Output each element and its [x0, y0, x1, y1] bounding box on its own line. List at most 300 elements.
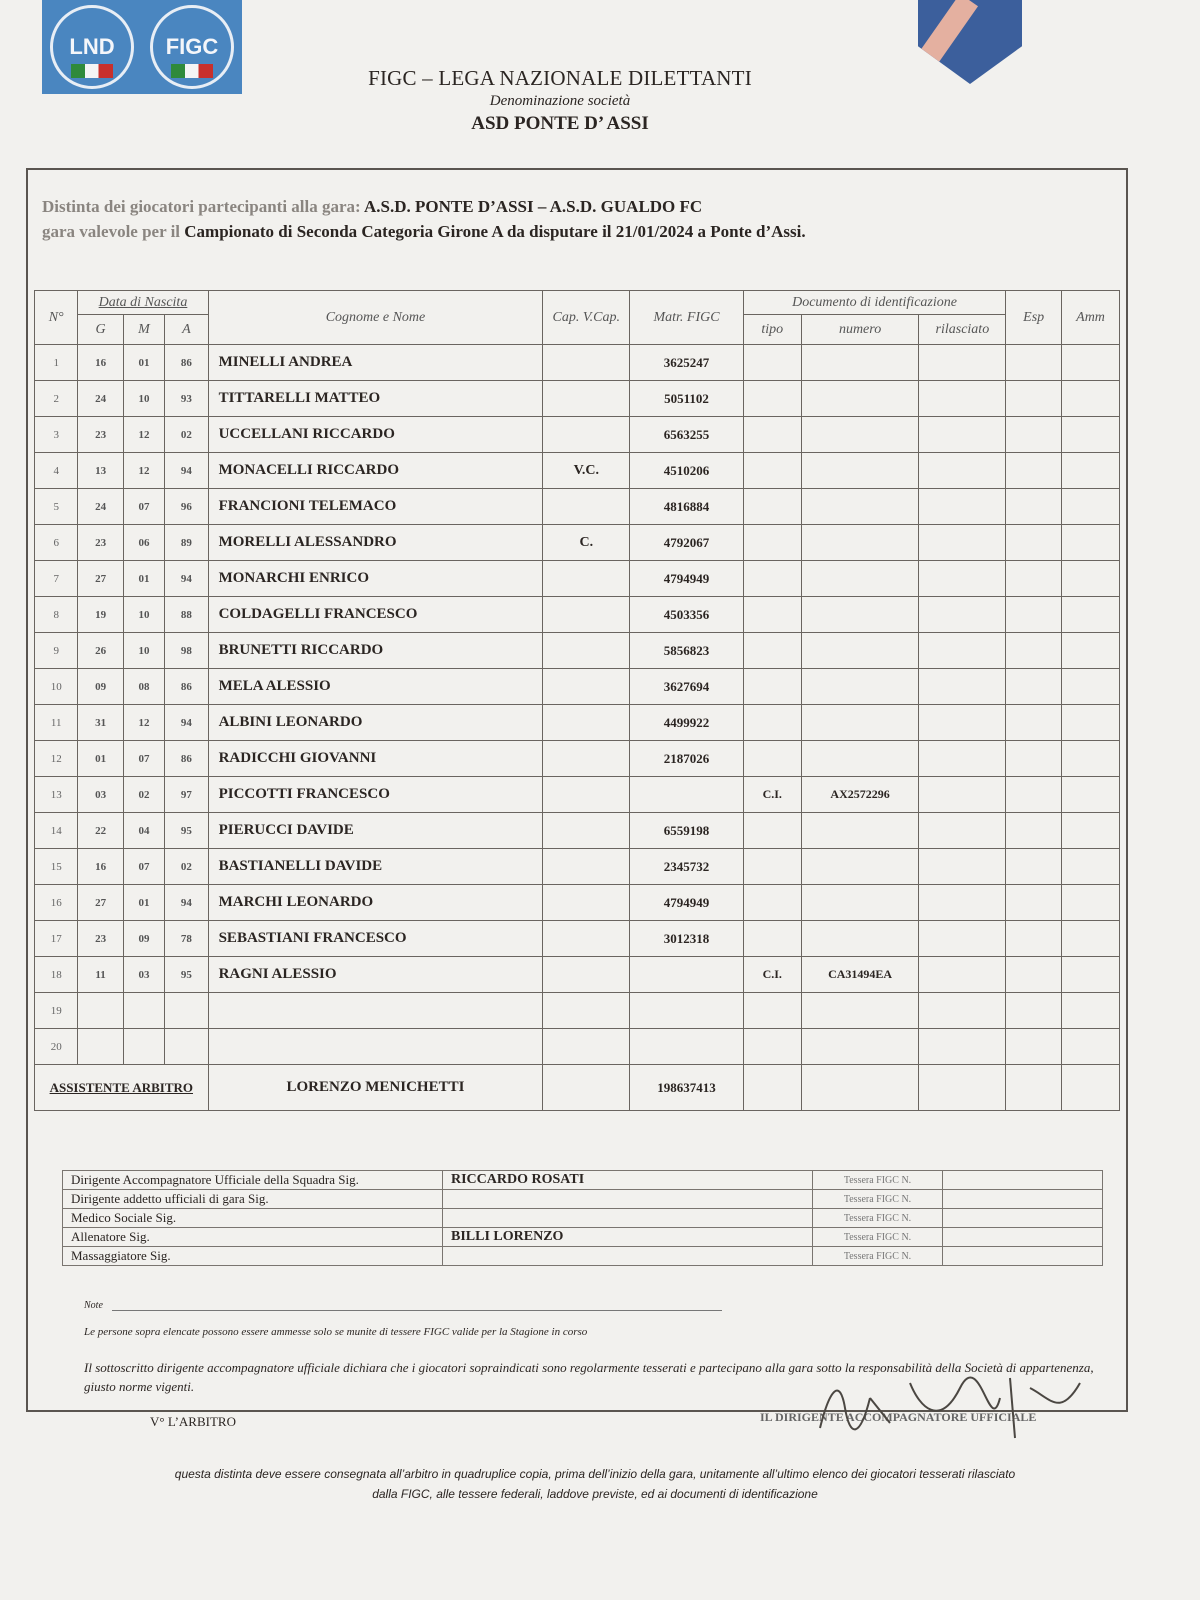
- amm-cell: [1062, 813, 1120, 849]
- amm-cell: [1062, 957, 1120, 993]
- esp-cell: [1006, 993, 1062, 1029]
- esp-cell: [1006, 849, 1062, 885]
- captain-mark: [543, 921, 630, 957]
- staff-role-label: Dirigente addetto ufficiali di gara Sig.: [63, 1190, 443, 1209]
- birth-month: 09: [123, 921, 164, 957]
- esp-cell: [1006, 597, 1062, 633]
- table-row: [35, 669, 1120, 705]
- staff-member-name: [443, 1190, 813, 1209]
- player-matricola: [630, 1029, 744, 1065]
- birth-year: 97: [165, 777, 208, 813]
- player-matricola: 4792067: [630, 525, 744, 561]
- player-name: MINELLI ANDREA: [208, 345, 543, 381]
- tessera-number: [943, 1171, 1103, 1190]
- player-matricola: 6563255: [630, 417, 744, 453]
- doc-number: [801, 741, 919, 777]
- doc-issued: [919, 849, 1006, 885]
- doc-number: [801, 633, 919, 669]
- tessera-label: Tessera FIGC N.: [813, 1171, 943, 1190]
- header-esp: Esp: [1006, 291, 1062, 345]
- table-row: [35, 741, 1120, 777]
- staff-row: [63, 1209, 1103, 1228]
- players-table: [34, 290, 1120, 1111]
- captain-mark: [543, 597, 630, 633]
- doc-number: [801, 345, 919, 381]
- birth-day: 09: [78, 669, 123, 705]
- tessera-label: Tessera FIGC N.: [813, 1247, 943, 1266]
- esp-cell: [1006, 525, 1062, 561]
- table-row: [35, 993, 1120, 1029]
- amm-cell: [1062, 669, 1120, 705]
- doc-type: [743, 921, 801, 957]
- lnd-logo-icon: [50, 5, 134, 89]
- doc-type: [743, 1029, 801, 1065]
- captain-mark: [543, 849, 630, 885]
- birth-year: 86: [165, 345, 208, 381]
- captain-mark: [543, 561, 630, 597]
- header-name: Cognome e Nome: [208, 291, 543, 345]
- birth-year: 95: [165, 957, 208, 993]
- doc-type: [743, 885, 801, 921]
- captain-mark: [543, 417, 630, 453]
- intro-prefix-2: gara valevole per il: [42, 222, 181, 241]
- birth-month: 01: [123, 885, 164, 921]
- doc-issued: [919, 525, 1006, 561]
- birth-month: 12: [123, 705, 164, 741]
- captain-mark: [543, 345, 630, 381]
- table-row: [35, 381, 1120, 417]
- header-month: M: [123, 315, 164, 345]
- player-name: BASTIANELLI DAVIDE: [208, 849, 543, 885]
- birth-month: 12: [123, 453, 164, 489]
- birth-year: 89: [165, 525, 208, 561]
- captain-mark: C.: [543, 525, 630, 561]
- player-name: PIERUCCI DAVIDE: [208, 813, 543, 849]
- player-name: UCCELLANI RICCARDO: [208, 417, 543, 453]
- doc-number: [801, 453, 919, 489]
- doc-type: C.I.: [743, 777, 801, 813]
- table-row: [35, 561, 1120, 597]
- esp-cell: [1006, 957, 1062, 993]
- doc-type: [743, 453, 801, 489]
- esp-cell: [1006, 417, 1062, 453]
- tessera-number: [943, 1228, 1103, 1247]
- doc-issued: [919, 669, 1006, 705]
- esp-cell: [1006, 633, 1062, 669]
- doc-type: [743, 489, 801, 525]
- doc-issued: [919, 705, 1006, 741]
- player-matricola: 4794949: [630, 561, 744, 597]
- row-number: 13: [35, 777, 78, 813]
- birth-month: 04: [123, 813, 164, 849]
- assistant-referee-name: LORENZO MENICHETTI: [208, 1065, 543, 1111]
- row-number: 18: [35, 957, 78, 993]
- tessera-number: [943, 1247, 1103, 1266]
- birth-year: 96: [165, 489, 208, 525]
- figc-logo-icon: [150, 5, 234, 89]
- tessera-number: [943, 1190, 1103, 1209]
- header-matricola: Matr. FIGC: [630, 291, 744, 345]
- doc-type: [743, 417, 801, 453]
- birth-day: 19: [78, 597, 123, 633]
- player-matricola: 4503356: [630, 597, 744, 633]
- birth-day: 16: [78, 345, 123, 381]
- player-name: MONACELLI RICCARDO: [208, 453, 543, 489]
- doc-issued: [919, 453, 1006, 489]
- row-number: 8: [35, 597, 78, 633]
- match-teams: A.S.D. PONTE D’ASSI – A.S.D. GUALDO FC: [364, 197, 703, 216]
- amm-cell: [1062, 849, 1120, 885]
- captain-mark: [543, 705, 630, 741]
- doc-number: [801, 597, 919, 633]
- tessera-number: [943, 1209, 1103, 1228]
- birth-year: 02: [165, 849, 208, 885]
- player-name: MONARCHI ENRICO: [208, 561, 543, 597]
- doc-type: [743, 597, 801, 633]
- amm-cell: [1062, 741, 1120, 777]
- player-matricola: 4499922: [630, 705, 744, 741]
- referee-signature-label: V° L’ARBITRO: [150, 1414, 236, 1429]
- doc-number: [801, 561, 919, 597]
- header-day: G: [78, 315, 123, 345]
- player-name: BRUNETTI RICCARDO: [208, 633, 543, 669]
- staff-member-name: [443, 1209, 813, 1228]
- birth-day: 03: [78, 777, 123, 813]
- birth-year: 93: [165, 381, 208, 417]
- doc-number: AX2572296: [801, 777, 919, 813]
- doc-issued: [919, 813, 1006, 849]
- row-number: 16: [35, 885, 78, 921]
- doc-issued: [919, 777, 1006, 813]
- player-matricola: 5051102: [630, 381, 744, 417]
- row-number: 12: [35, 741, 78, 777]
- doc-number: [801, 885, 919, 921]
- captain-mark: [543, 669, 630, 705]
- table-row: [35, 417, 1120, 453]
- captain-mark: [543, 813, 630, 849]
- declaration-text: Il sottoscritto dirigente accompagnatore ufficiale dichiara che i giocatori sopraindicati sono regolarmente tesserati e partecipano alla gara sotto la responsabilità della Società di appartenenza, giusto norme vigenti.: [84, 1360, 1094, 1394]
- intro-prefix-1: Distinta dei giocatori partecipanti alla gara:: [42, 197, 361, 216]
- amm-cell: [1062, 885, 1120, 921]
- birth-day: 11: [78, 957, 123, 993]
- row-number: 17: [35, 921, 78, 957]
- assistant-referee-label: ASSISTENTE ARBITRO: [49, 1079, 193, 1095]
- header-captain: Cap. V.Cap.: [543, 291, 630, 345]
- row-number: 1: [35, 345, 78, 381]
- birth-day: 23: [78, 417, 123, 453]
- captain-mark: [543, 741, 630, 777]
- amm-cell: [1062, 1029, 1120, 1065]
- birth-month: [123, 1029, 164, 1065]
- birth-day: 24: [78, 489, 123, 525]
- birth-day: 16: [78, 849, 123, 885]
- staff-row: [63, 1171, 1103, 1190]
- lnd-logo-text: LND: [69, 34, 115, 59]
- table-row: [35, 921, 1120, 957]
- row-number: 20: [35, 1029, 78, 1065]
- staff-role-label: Allenatore Sig.: [63, 1228, 443, 1247]
- doc-issued: [919, 417, 1006, 453]
- doc-issued: [919, 633, 1006, 669]
- header-doc-number: numero: [801, 315, 919, 345]
- staff-role-label: Dirigente Accompagnatore Ufficiale della Squadra Sig.: [63, 1171, 443, 1190]
- row-number: 2: [35, 381, 78, 417]
- club-crest-icon: [918, 0, 1022, 84]
- amm-cell: [1062, 561, 1120, 597]
- birth-month: 01: [123, 345, 164, 381]
- footer-instructions: [90, 1464, 1100, 1504]
- table-row: [35, 453, 1120, 489]
- player-matricola: [630, 957, 744, 993]
- staff-row: [63, 1190, 1103, 1209]
- row-number: 6: [35, 525, 78, 561]
- assistant-referee-matricola: 198637413: [630, 1065, 744, 1111]
- table-row: [35, 345, 1120, 381]
- doc-number: [801, 1029, 919, 1065]
- doc-issued: [919, 741, 1006, 777]
- doc-type: [743, 741, 801, 777]
- player-matricola: 4510206: [630, 453, 744, 489]
- player-matricola: [630, 993, 744, 1029]
- row-number: 3: [35, 417, 78, 453]
- row-number: 9: [35, 633, 78, 669]
- player-name: SEBASTIANI FRANCESCO: [208, 921, 543, 957]
- doc-type: [743, 381, 801, 417]
- doc-type: [743, 561, 801, 597]
- player-matricola: 2345732: [630, 849, 744, 885]
- table-row: [35, 849, 1120, 885]
- player-name: COLDAGELLI FRANCESCO: [208, 597, 543, 633]
- captain-mark: [543, 633, 630, 669]
- row-number: 4: [35, 453, 78, 489]
- captain-mark: [543, 957, 630, 993]
- match-description: [42, 194, 1102, 244]
- doc-number: [801, 381, 919, 417]
- row-number: 19: [35, 993, 78, 1029]
- player-name: [208, 993, 543, 1029]
- player-name: MARCHI LEONARDO: [208, 885, 543, 921]
- staff-member-name: BILLI LORENZO: [443, 1228, 813, 1247]
- amm-cell: [1062, 453, 1120, 489]
- footer-line-1: questa distinta deve essere consegnata all’arbitro in quadruplice copia, prima dell’inizio della gara, unitamente all’ultimo elenco dei giocatori tesserati rilasciato: [174, 1467, 1016, 1481]
- captain-mark: [543, 1029, 630, 1065]
- birth-year: 94: [165, 561, 208, 597]
- birth-day: [78, 993, 123, 1029]
- staff-row: [63, 1228, 1103, 1247]
- birth-month: 01: [123, 561, 164, 597]
- row-number: 5: [35, 489, 78, 525]
- header-document: Documento di identificazione: [743, 291, 1005, 315]
- birth-day: 13: [78, 453, 123, 489]
- table-row: [35, 777, 1120, 813]
- staff-table: [62, 1170, 1103, 1266]
- birth-day: 31: [78, 705, 123, 741]
- tessera-label: Tessera FIGC N.: [813, 1228, 943, 1247]
- validity-note: Le persone sopra elencate possono essere ammesse solo se munite di tessere FIGC valide per la Stagione in corso: [84, 1326, 588, 1338]
- doc-issued: [919, 597, 1006, 633]
- birth-month: 10: [123, 597, 164, 633]
- doc-issued: [919, 1029, 1006, 1065]
- esp-cell: [1006, 885, 1062, 921]
- amm-cell: [1062, 345, 1120, 381]
- player-matricola: 3627694: [630, 669, 744, 705]
- birth-year: 88: [165, 597, 208, 633]
- header-amm: Amm: [1062, 291, 1120, 345]
- player-name: TITTARELLI MATTEO: [208, 381, 543, 417]
- handwritten-signature: [800, 1368, 1100, 1448]
- esp-cell: [1006, 345, 1062, 381]
- doc-issued: [919, 561, 1006, 597]
- row-number: 14: [35, 813, 78, 849]
- row-number: 15: [35, 849, 78, 885]
- doc-type: [743, 525, 801, 561]
- notes-label: Note: [84, 1300, 103, 1311]
- table-row: [35, 597, 1120, 633]
- doc-number: [801, 921, 919, 957]
- captain-mark: [543, 489, 630, 525]
- captain-mark: [543, 885, 630, 921]
- table-row: [35, 957, 1120, 993]
- captain-mark: V.C.: [543, 453, 630, 489]
- esp-cell: [1006, 921, 1062, 957]
- header-year: A: [165, 315, 208, 345]
- birth-year: 94: [165, 453, 208, 489]
- player-name: MORELLI ALESSANDRO: [208, 525, 543, 561]
- birth-day: 27: [78, 885, 123, 921]
- amm-cell: [1062, 597, 1120, 633]
- birth-day: 27: [78, 561, 123, 597]
- staff-member-name: [443, 1247, 813, 1266]
- doc-type: [743, 993, 801, 1029]
- esp-cell: [1006, 453, 1062, 489]
- player-matricola: 2187026: [630, 741, 744, 777]
- doc-number: CA31494EA: [801, 957, 919, 993]
- doc-number: [801, 849, 919, 885]
- doc-issued: [919, 381, 1006, 417]
- esp-cell: [1006, 489, 1062, 525]
- birth-year: 95: [165, 813, 208, 849]
- doc-type: [743, 345, 801, 381]
- player-name: FRANCIONI TELEMACO: [208, 489, 543, 525]
- match-details: Campionato di Seconda Categoria Girone A da disputare il 21/01/2024 a Ponte d’Assi.: [184, 222, 806, 241]
- doc-number: [801, 705, 919, 741]
- figc-logo-text: FIGC: [165, 34, 219, 59]
- birth-day: 01: [78, 741, 123, 777]
- staff-role-label: Medico Sociale Sig.: [63, 1209, 443, 1228]
- player-matricola: 6559198: [630, 813, 744, 849]
- birth-month: 08: [123, 669, 164, 705]
- doc-type: [743, 705, 801, 741]
- footer-line-2: dalla FIGC, alle tessere federali, laddove previste, ed ai documenti di identificazione: [372, 1487, 818, 1501]
- doc-number: [801, 669, 919, 705]
- birth-month: 07: [123, 849, 164, 885]
- table-row: [35, 633, 1120, 669]
- org-title: FIGC – LEGA NAZIONALE DILETTANTI: [368, 66, 752, 90]
- amm-cell: [1062, 921, 1120, 957]
- notes-line: [112, 1310, 722, 1311]
- player-name: PICCOTTI FRANCESCO: [208, 777, 543, 813]
- captain-mark: [543, 993, 630, 1029]
- amm-cell: [1062, 777, 1120, 813]
- lnd-figc-logo: [42, 0, 242, 94]
- club-denomination-label: Denominazione società: [489, 93, 631, 109]
- document-header: [340, 66, 780, 135]
- player-name: RAGNI ALESSIO: [208, 957, 543, 993]
- amm-cell: [1062, 993, 1120, 1029]
- doc-number: [801, 993, 919, 1029]
- doc-issued: [919, 345, 1006, 381]
- doc-type: [743, 633, 801, 669]
- amm-cell: [1062, 381, 1120, 417]
- table-row: [35, 885, 1120, 921]
- doc-issued: [919, 489, 1006, 525]
- birth-year: 98: [165, 633, 208, 669]
- captain-mark: [543, 381, 630, 417]
- birth-year: 02: [165, 417, 208, 453]
- header-doc-type: tipo: [743, 315, 801, 345]
- birth-month: 10: [123, 633, 164, 669]
- birth-day: [78, 1029, 123, 1065]
- header-birth-date: Data di Nascita: [78, 291, 208, 315]
- esp-cell: [1006, 1029, 1062, 1065]
- amm-cell: [1062, 633, 1120, 669]
- captain-mark: [543, 777, 630, 813]
- birth-year: 94: [165, 705, 208, 741]
- birth-day: 26: [78, 633, 123, 669]
- player-name: MELA ALESSIO: [208, 669, 543, 705]
- birth-day: 24: [78, 381, 123, 417]
- amm-cell: [1062, 489, 1120, 525]
- esp-cell: [1006, 381, 1062, 417]
- esp-cell: [1006, 705, 1062, 741]
- player-matricola: 5856823: [630, 633, 744, 669]
- assistant-referee-row: [35, 1065, 1120, 1111]
- doc-issued: [919, 993, 1006, 1029]
- birth-month: 07: [123, 489, 164, 525]
- staff-member-name: RICCARDO ROSATI: [443, 1171, 813, 1190]
- doc-number: [801, 813, 919, 849]
- birth-day: 23: [78, 921, 123, 957]
- amm-cell: [1062, 705, 1120, 741]
- player-matricola: 3625247: [630, 345, 744, 381]
- header-doc-issued: rilasciato: [919, 315, 1006, 345]
- birth-day: 22: [78, 813, 123, 849]
- birth-month: 03: [123, 957, 164, 993]
- doc-issued: [919, 957, 1006, 993]
- doc-number: [801, 525, 919, 561]
- birth-year: 86: [165, 669, 208, 705]
- esp-cell: [1006, 561, 1062, 597]
- doc-number: [801, 417, 919, 453]
- esp-cell: [1006, 669, 1062, 705]
- table-row: [35, 525, 1120, 561]
- birth-month: 12: [123, 417, 164, 453]
- birth-month: 07: [123, 741, 164, 777]
- doc-type: [743, 849, 801, 885]
- player-name: ALBINI LEONARDO: [208, 705, 543, 741]
- amm-cell: [1062, 525, 1120, 561]
- amm-cell: [1062, 417, 1120, 453]
- club-name: ASD PONTE D’ ASSI: [471, 113, 649, 134]
- table-row: [35, 705, 1120, 741]
- birth-year: 94: [165, 885, 208, 921]
- player-matricola: 4816884: [630, 489, 744, 525]
- birth-year: [165, 993, 208, 1029]
- birth-year: [165, 1029, 208, 1065]
- birth-day: 23: [78, 525, 123, 561]
- doc-type: C.I.: [743, 957, 801, 993]
- tessera-label: Tessera FIGC N.: [813, 1190, 943, 1209]
